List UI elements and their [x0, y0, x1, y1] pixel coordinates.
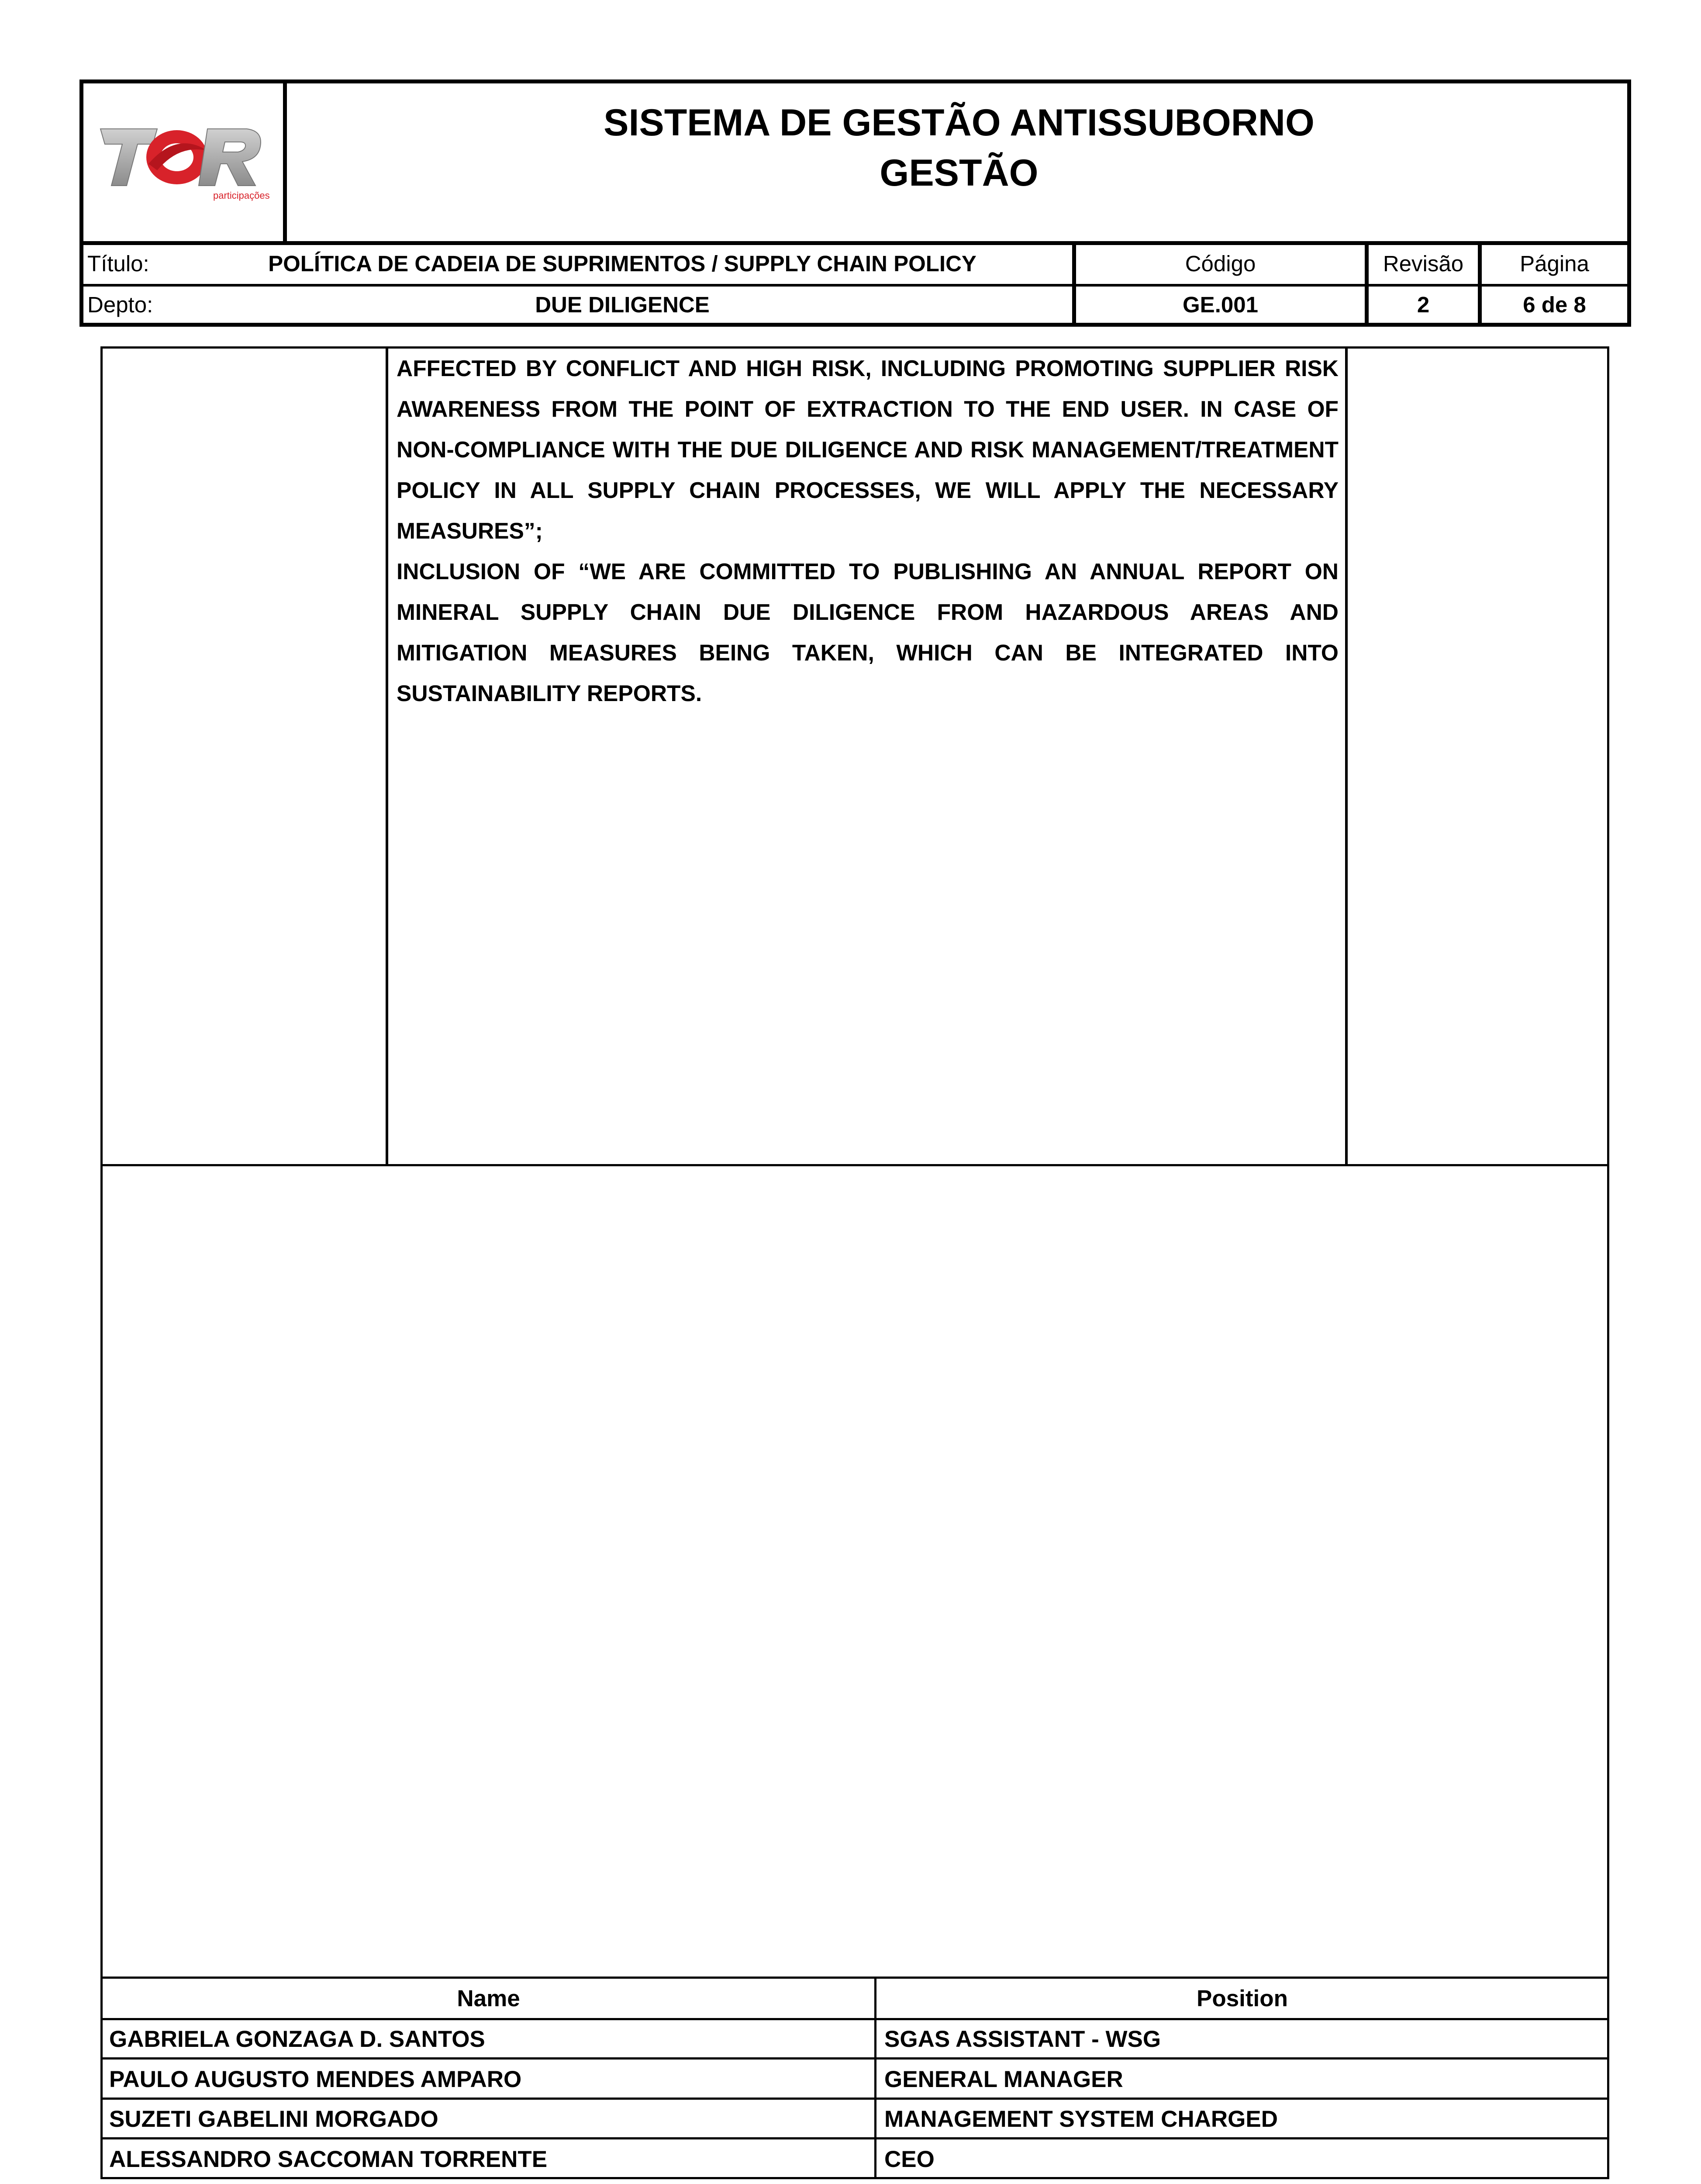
- signatory-name: SUZETI GABELINI MORGADO: [109, 2106, 438, 2132]
- codigo-value: GE.001: [1183, 292, 1258, 317]
- column-divider: [386, 346, 388, 1165]
- revisao-label: Revisão: [1383, 251, 1464, 276]
- titulo-value: POLÍTICA DE CADEIA DE SUPRIMENTOS / SUPPLY CHAIN POLICY: [268, 251, 976, 276]
- system-title: SISTEMA DE GESTÃO ANTISSUBORNO: [604, 102, 1315, 144]
- header-col-divider: [1072, 241, 1076, 327]
- pagina-label: Página: [1520, 251, 1589, 276]
- pagina-value: 6 de 8: [1523, 292, 1586, 317]
- position-column-header: Position: [1196, 1986, 1288, 2011]
- policy-paragraph: INCLUSION OF “WE ARE COMMITTED TO PUBLISHING AN ANNUAL REPORT ON MINERAL SUPPLY CHAIN DUE DILIGENCE FROM HAZARDOUS AREAS AND MITIGATION MEASURES BEING TAKEN, WHICH CAN BE INTEGRATED INTO SUSTAINABILITY REPORTS.: [397, 559, 1339, 706]
- depto-label: Depto:: [87, 292, 153, 317]
- column-divider: [1345, 346, 1348, 1165]
- signature-row-divider: [100, 2137, 1609, 2139]
- header-col-divider: [1478, 241, 1482, 327]
- name-column-header: Name: [457, 1986, 520, 2011]
- depto-value: DUE DILIGENCE: [535, 292, 710, 317]
- section-title: GESTÃO: [880, 152, 1039, 194]
- policy-paragraph: AFFECTED BY CONFLICT AND HIGH RISK, INCLUDING PROMOTING SUPPLIER RISK AWARENESS FROM THE POINT OF EXTRACTION TO THE END USER. IN CASE OF NON-COMPLIANCE WITH THE DUE DILIGENCE AND RISK MANAGEMENT/TREATMENT POLICY IN ALL SUPPLY CHAIN PROCESSES, WE WILL APPLY THE NECESSARY MEASURES”;: [397, 356, 1339, 543]
- logo-subtext: participações: [213, 190, 270, 201]
- revisao-value: 2: [1417, 292, 1430, 317]
- title-cell: [287, 79, 1631, 243]
- signatory-name: PAULO AUGUSTO MENDES AMPARO: [109, 2067, 522, 2092]
- titulo-label: Título:: [87, 251, 149, 276]
- signatory-name: GABRIELA GONZAGA D. SANTOS: [109, 2026, 485, 2052]
- header-col-divider: [1365, 241, 1369, 327]
- signature-table-top: [100, 1977, 1609, 1979]
- row-divider: [100, 1164, 1609, 1166]
- codigo-label: Código: [1185, 251, 1256, 276]
- company-logo: [96, 105, 271, 218]
- signature-row-divider: [100, 2098, 1609, 2100]
- policy-text: [397, 348, 1339, 714]
- signature-row-divider: [100, 2057, 1609, 2060]
- header-row-divider: [79, 284, 1631, 287]
- signatory-position: MANAGEMENT SYSTEM CHARGED: [884, 2106, 1278, 2132]
- signatory-position: GENERAL MANAGER: [884, 2067, 1123, 2092]
- signature-row-divider: [100, 2018, 1609, 2020]
- signatory-position: CEO: [884, 2146, 935, 2172]
- signatory-position: SGAS ASSISTANT - WSG: [884, 2026, 1161, 2052]
- header-divider: [79, 241, 1631, 245]
- tor-logo-icon: [96, 105, 271, 218]
- signatory-name: ALESSANDRO SACCOMAN TORRENTE: [109, 2146, 548, 2172]
